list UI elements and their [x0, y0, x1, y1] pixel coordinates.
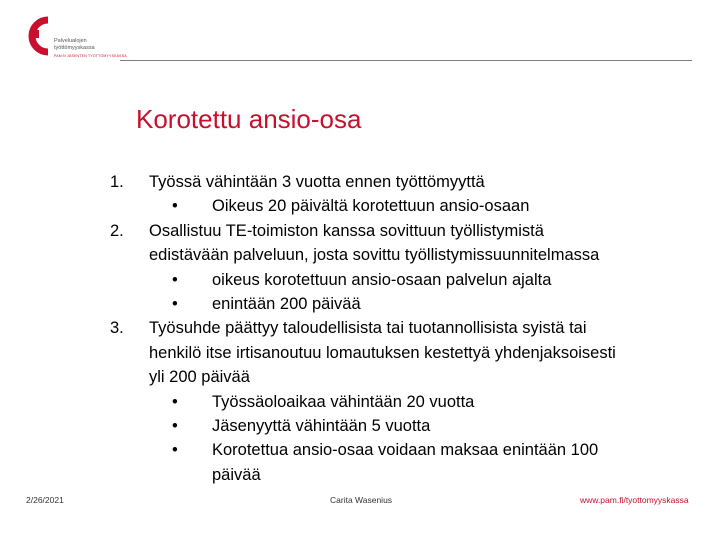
item-text: Työsuhde päättyy taloudellisista tai tuotannollisista syistä tai: [149, 319, 587, 338]
logo-line-2: työttömyyskassa: [54, 45, 95, 51]
item-number: 3.: [110, 319, 124, 338]
bullet-dot: •: [172, 270, 178, 289]
bullet-text: Korotettua ansio-osaa voidaan maksaa enintään 100: [212, 441, 599, 460]
slide-title: Korotettu ansio-osa: [136, 104, 362, 134]
bullet-dot: •: [172, 197, 178, 216]
footer-url-link[interactable]: www.pam.fi/tyottomyyskassa: [580, 495, 689, 505]
item-text: edistävään palveluun, josta sovittu työllistymissuunnitelmassa: [149, 246, 600, 265]
bullet-text: oikeus korotettuun ansio-osaan palvelun ajalta: [212, 270, 552, 289]
bullet-item: [0, 414, 720, 438]
slide-content: [0, 170, 720, 487]
list-item: [0, 219, 720, 243]
header-divider: [120, 60, 692, 61]
kassa-logo: [18, 16, 127, 76]
bullet-dot: •: [172, 416, 178, 435]
bullet-dot: •: [172, 392, 178, 411]
bullet-item: [0, 390, 720, 414]
item-text: yli 200 päivää: [149, 368, 250, 387]
bullet-text: päivää: [212, 465, 261, 484]
item-number: 2.: [110, 221, 124, 240]
list-item-continuation: [0, 365, 720, 389]
list-item-continuation: [0, 341, 720, 365]
item-text: Osallistuu TE-toimiston kanssa sovittuun työllistymistä: [149, 221, 544, 240]
list-item: [0, 170, 720, 194]
bullet-item: [0, 194, 720, 218]
bullet-text: Oikeus 20 päivältä korotettuun ansio-osaan: [212, 197, 530, 216]
logo-line-3: PAM:N JÄSENTEN TYÖTTÖMYYSKASSA: [54, 54, 127, 58]
footer-date: 2/26/2021: [26, 495, 64, 505]
bullet-dot: •: [172, 294, 178, 313]
bullet-item: [0, 268, 720, 292]
bullet-text: Jäsenyyttä vähintään 5 vuotta: [212, 416, 431, 435]
bullet-text: Työssäoloaikaa vähintään 20 vuotta: [212, 392, 475, 411]
logo-mark-icon: [18, 16, 54, 56]
logo-line-1: Palvelualojen: [54, 38, 87, 44]
footer-author: Carita Wasenius: [330, 495, 393, 505]
list-item: [0, 316, 720, 340]
item-text: Työssä vähintään 3 vuotta ennen työttömyyttä: [149, 173, 485, 191]
list-item-continuation: [0, 243, 720, 267]
bullet-continuation: [0, 463, 720, 487]
bullet-dot: •: [172, 441, 178, 460]
item-text: henkilö itse irtisanoutuu lomautuksen kestettyä yhdenjaksoisesti: [149, 343, 616, 362]
item-number: 1.: [110, 173, 124, 191]
bullet-item: [0, 438, 720, 462]
bullet-item: [0, 292, 720, 316]
bullet-text: enintään 200 päivää: [212, 294, 361, 313]
